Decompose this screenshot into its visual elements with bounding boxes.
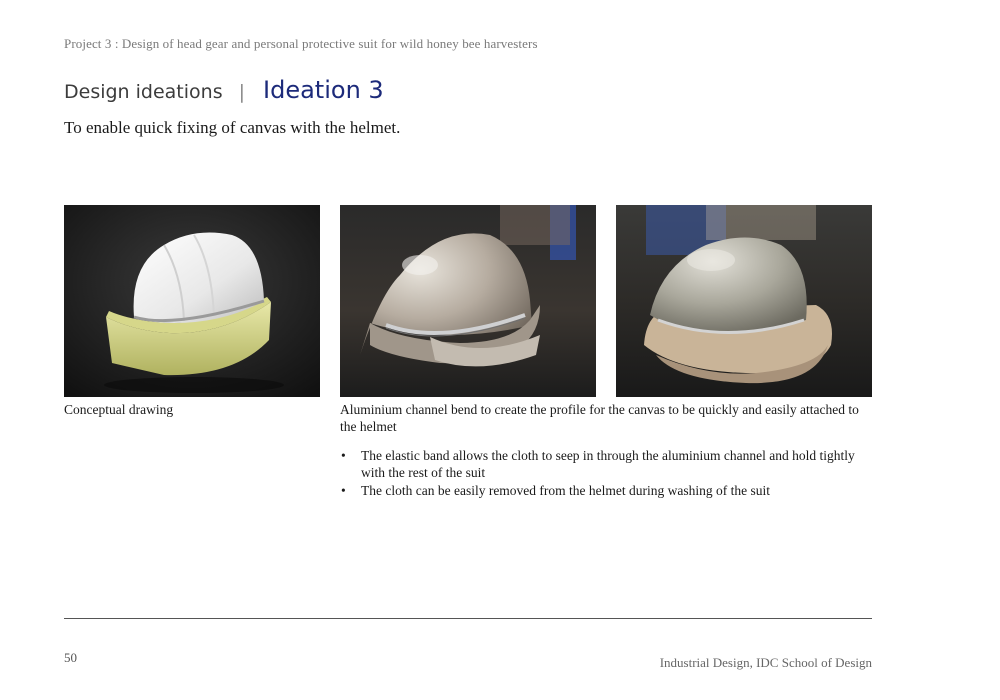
list-item [340, 447, 875, 481]
bullet-icon: • [341, 483, 346, 498]
aluminium-channel-caption: Aluminium channel bend to create the profile for the canvas to be quickly and easily attached to the helmet [340, 402, 859, 434]
intro-text: To enable quick fixing of canvas with the helmet. [64, 118, 401, 137]
bullet-icon: • [341, 448, 346, 463]
feature-bullet-list [340, 447, 875, 500]
bullet-text: The cloth can be easily removed from the helmet during washing of the suit [361, 483, 771, 498]
project-header: Project 3 : Design of head gear and personal protective suit for wild honey bee harvesters [64, 36, 538, 51]
list-item [340, 482, 875, 499]
footer-divider [64, 618, 872, 619]
helmet-channel-photo [340, 205, 596, 397]
ideation-title: Ideation 3 [263, 76, 384, 104]
footer-institution: Industrial Design, IDC School of Design [659, 655, 872, 670]
bullet-text: The elastic band allows the cloth to seep in through the aluminium channel and hold tightly with the rest of the suit [361, 448, 855, 480]
conceptual-drawing-caption: Conceptual drawing [64, 402, 174, 417]
page-number: 50 [64, 650, 77, 665]
helmet-cloth-photo [616, 205, 872, 397]
section-title: Design ideations [64, 81, 223, 103]
conceptual-drawing-image [64, 205, 320, 397]
title-separator: | [238, 81, 246, 103]
title-row [64, 76, 384, 104]
